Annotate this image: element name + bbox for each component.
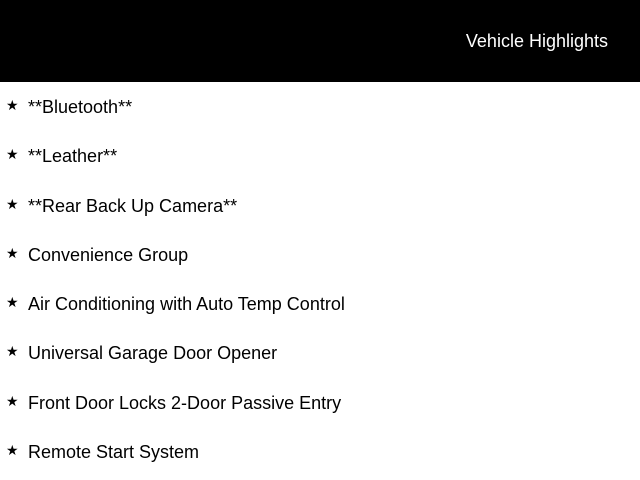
highlight-label: **Leather** <box>28 146 118 167</box>
highlight-label: **Rear Back Up Camera** <box>28 195 238 216</box>
highlight-label: Air Conditioning with Auto Temp Control <box>28 294 345 315</box>
highlight-label: Convenience Group <box>28 244 189 265</box>
star-icon: ★ <box>6 244 19 261</box>
star-icon: ★ <box>6 294 19 311</box>
list-item <box>0 131 640 180</box>
list-item <box>0 279 640 328</box>
star-icon: ★ <box>6 343 19 360</box>
list-item <box>0 181 640 230</box>
header-bar <box>0 0 640 82</box>
highlight-label: Universal Garage Door Opener <box>28 343 278 364</box>
star-icon: ★ <box>6 195 19 212</box>
highlight-label: Remote Start System <box>28 442 200 463</box>
highlight-label: **Bluetooth** <box>28 97 133 117</box>
page-title: Vehicle Highlights <box>465 31 608 51</box>
list-item <box>0 378 640 427</box>
star-icon: ★ <box>6 97 19 113</box>
list-item <box>0 328 640 377</box>
list-item <box>0 82 640 131</box>
list-item <box>0 230 640 279</box>
star-icon: ★ <box>6 392 19 409</box>
highlight-label: Front Door Locks 2-Door Passive Entry <box>28 392 342 413</box>
vehicle-highlights-list <box>0 82 640 476</box>
star-icon: ★ <box>6 442 19 459</box>
list-item <box>0 427 640 476</box>
star-icon: ★ <box>6 146 19 163</box>
